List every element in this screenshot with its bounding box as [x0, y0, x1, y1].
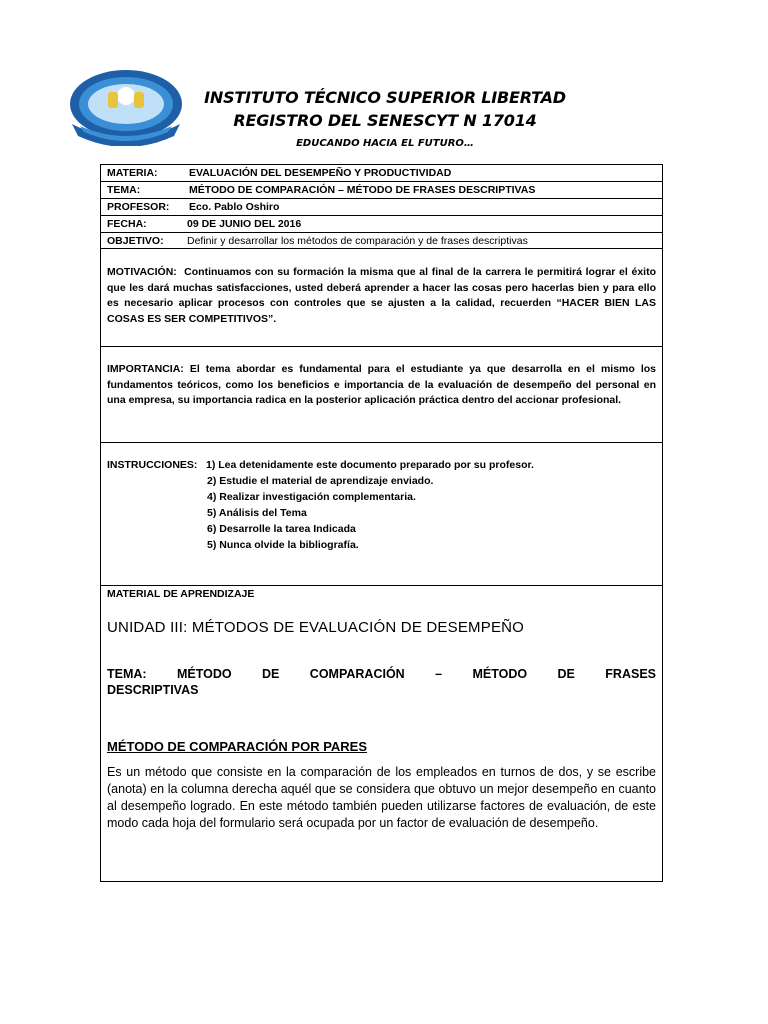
motivacion-paragraph	[101, 265, 662, 327]
materia-label: MATERIA:	[107, 167, 158, 179]
instrucciones-row	[101, 443, 662, 586]
motivacion-row	[101, 249, 662, 347]
document-header	[180, 86, 590, 153]
profesor-row	[101, 199, 662, 216]
fecha-value: 09 DE JUNIO DEL 2016	[187, 218, 302, 230]
importancia-paragraph	[101, 362, 662, 409]
objetivo-label: OBJETIVO:	[107, 235, 164, 247]
institute-seal-icon	[66, 66, 186, 146]
fecha-label: FECHA:	[107, 218, 147, 230]
instruccion-item-2: 2) Estudie el material de aprendizaje enviado.	[207, 475, 434, 487]
instruccion-item-3: 4) Realizar investigación complementaria.	[207, 491, 416, 503]
fecha-row	[101, 216, 662, 233]
instruccion-item-1: 1) Lea detenidamente este documento preparado por su profesor.	[206, 459, 534, 471]
course-sheet	[100, 164, 663, 882]
instruccion-item-4: 5) Análisis del Tema	[207, 507, 307, 519]
tema-label: TEMA:	[107, 184, 141, 196]
motivacion-text: Continuamos con su formación la misma que al final de la carrera le permitirá lograr el éxito que les dará muchas satisfacciones, usted deberá aprender a hacer las cosas pero hacerlas bien y para ello es necesario aplicar procesos con controles que se ajusten a la calidad, recuerden “HACER BIEN LAS COSAS ES SER COMPETITIVOS”.	[107, 266, 656, 325]
materia-row	[101, 165, 662, 182]
material-tema-line2: DESCRIPTIVAS	[107, 683, 199, 697]
importancia-row	[101, 347, 662, 443]
unidad-title: UNIDAD III: MÉTODOS DE EVALUACIÓN DE DESEMPEÑO	[107, 619, 525, 636]
profesor-value: Eco. Pablo Oshiro	[189, 201, 280, 213]
objetivo-value: Definir y desarrollar los métodos de comparación y de frases descriptivas	[187, 235, 528, 247]
instruccion-item-6: 5) Nunca olvide la bibliografía.	[207, 539, 359, 551]
instrucciones-label: INSTRUCCIONES:	[107, 459, 198, 471]
material-tema-line1: TEMA: MÉTODO DE COMPARACIÓN – MÉTODO DE FRASES	[107, 667, 656, 681]
material-label: MATERIAL DE APRENDIZAJE	[107, 588, 255, 600]
profesor-label: PROFESOR:	[107, 201, 170, 213]
objetivo-row	[101, 233, 662, 249]
materia-value: EVALUACIÓN DEL DESEMPEÑO Y PRODUCTIVIDAD	[189, 167, 452, 179]
importancia-text: El tema abordar es fundamental para el estudiante ya que desarrolla en el mismo los fundamentos teóricos, como los beneficios e importancia de la evaluación de desempeño del personal en una empresa, su importancia radica en la posterior aplicación práctica dentro del accionar profesional.	[107, 363, 656, 406]
slogan: EDUCANDO HACIA EL FUTURO…	[296, 138, 474, 149]
institute-name: INSTITUTO TÉCNICO SUPERIOR LIBERTAD	[204, 88, 566, 107]
registry-number: REGISTRO DEL SENESCYT N 17014	[233, 111, 537, 130]
institute-logo	[66, 66, 186, 146]
metodo-text: Es un método que consiste en la comparación de los empleados en turnos de dos, y se escribe (anota) en la columna derecha aquél que se considera que obtuvo un mejor desempeño en cuanto al desempeño logrado. En este método también pueden utilizarse factores de evaluación, de este modo cada hoja del formulario será ocupada por un factor de evaluación de desempeño.	[107, 765, 656, 830]
material-row	[101, 586, 662, 884]
instruccion-item-5: 6) Desarrolle la tarea Indicada	[207, 523, 356, 535]
metodo-title: MÉTODO DE COMPARACIÓN POR PARES	[107, 739, 368, 754]
tema-row	[101, 182, 662, 199]
importancia-label: IMPORTANCIA:	[107, 363, 184, 375]
motivacion-label: MOTIVACIÓN:	[107, 266, 177, 278]
tema-value: MÉTODO DE COMPARACIÓN – MÉTODO DE FRASES DESCRIPTIVAS	[189, 184, 536, 196]
